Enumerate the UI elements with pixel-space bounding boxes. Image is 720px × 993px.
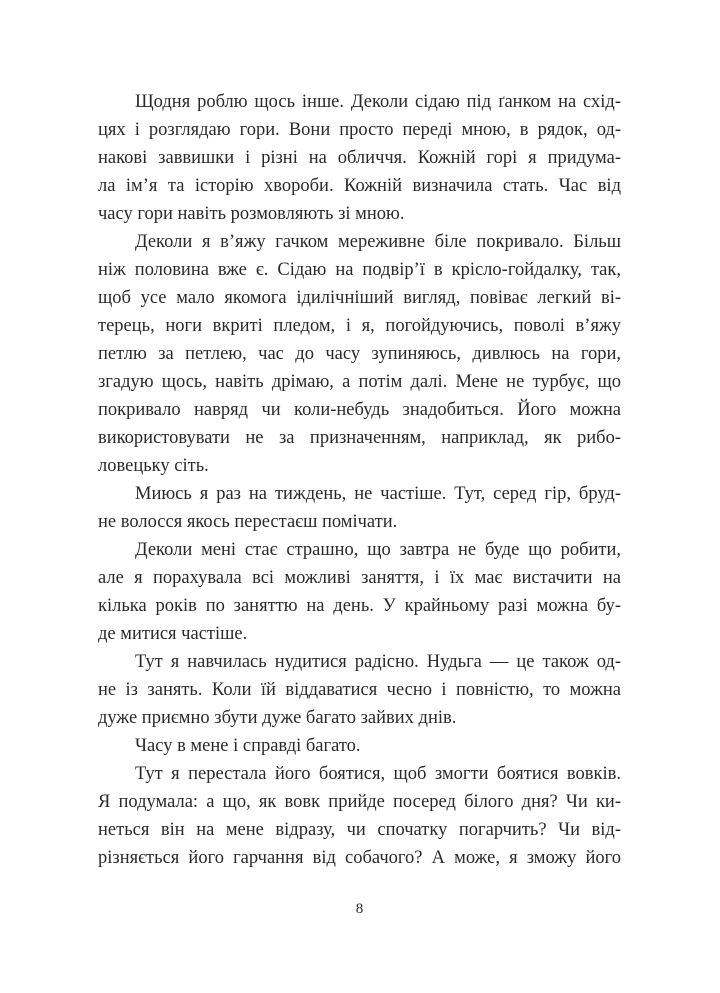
text-line: використовувати не за призначенням, наприклад, як рибо-	[98, 428, 621, 448]
text-line: не волосся якось перестаєш помічати.	[98, 512, 398, 532]
paragraph	[98, 228, 621, 480]
text-line: терець, ноги вкриті пледом, і я, погойдуючись, поволі в’яжу	[98, 316, 621, 336]
text-line: петлю за петлею, час до часу зупиняюсь, дивлюсь на гори,	[98, 344, 621, 364]
paragraph	[98, 88, 621, 228]
text-line: покривало навряд чи коли-небудь знадобиться. Його можна	[98, 400, 621, 420]
text-line: ловецьку сіть.	[98, 456, 209, 476]
text-line: Щодня роблю щось інше. Деколи сідаю під ґанком на схід-	[135, 92, 621, 112]
text-line: накові заввишки і різні на обличчя. Кожній горі я придума-	[98, 148, 621, 168]
text-line: Тут я перестала його боятися, щоб змогти боятися вовків.	[135, 764, 621, 784]
text-line: неться він на мене відразу, чи спочатку погарчить? Чи від-	[98, 820, 621, 840]
paragraph	[98, 480, 621, 536]
paragraph	[98, 536, 621, 648]
text-line: де митися частіше.	[98, 624, 248, 644]
text-line: Тут я навчилась нудитися радісно. Нудьга — це також од-	[135, 652, 621, 672]
text-line: не із занять. Коли їй віддаватися чесно і повністю, то можна	[98, 680, 621, 700]
text-line: різняється його гарчання від собачого? А може, я зможу його	[98, 848, 621, 868]
paragraph	[98, 732, 621, 760]
text-line: Деколи я в’яжу гачком мереживне біле покривало. Більш	[135, 232, 621, 252]
text-line: але я порахувала всі можливі заняття, і їх має вистачити на	[98, 568, 621, 588]
page-number: 8	[355, 901, 364, 917]
text-line: Миюсь я раз на тиждень, не частіше. Тут, серед гір, бруд-	[135, 484, 621, 504]
text-line: Часу в мене і справді багато.	[135, 736, 361, 756]
text-line: згадую щось, навіть дрімаю, а потім далі. Мене не турбує, що	[98, 372, 621, 392]
paragraph	[98, 760, 621, 872]
text-line: цях і розглядаю гори. Вони просто переді мною, в рядок, од-	[98, 120, 621, 140]
text-line: часу гори навіть розмовляють зі мною.	[98, 204, 405, 224]
text-line: ніж половина вже є. Сідаю на подвір’ї в крісло-гойдалку, так,	[98, 260, 621, 280]
text-line: щоб усе мало якомога ідилічніший вигляд, повіває легкий ві-	[98, 288, 621, 308]
text-line: Я подумала: а що, як вовк прийде посеред білого дня? Чи ки-	[98, 792, 621, 812]
text-line: дуже приємно збути дуже багато зайвих днів.	[98, 708, 457, 728]
text-line: ла ім’я та історію хвороби. Кожній визначила стать. Час від	[98, 176, 621, 196]
page-text	[98, 88, 621, 872]
paragraph	[98, 648, 621, 732]
text-line: кілька років по заняттю на день. У крайньому разі можна бу-	[98, 596, 621, 616]
text-line: Деколи мені стає страшно, що завтра не буде що робити,	[135, 540, 621, 560]
